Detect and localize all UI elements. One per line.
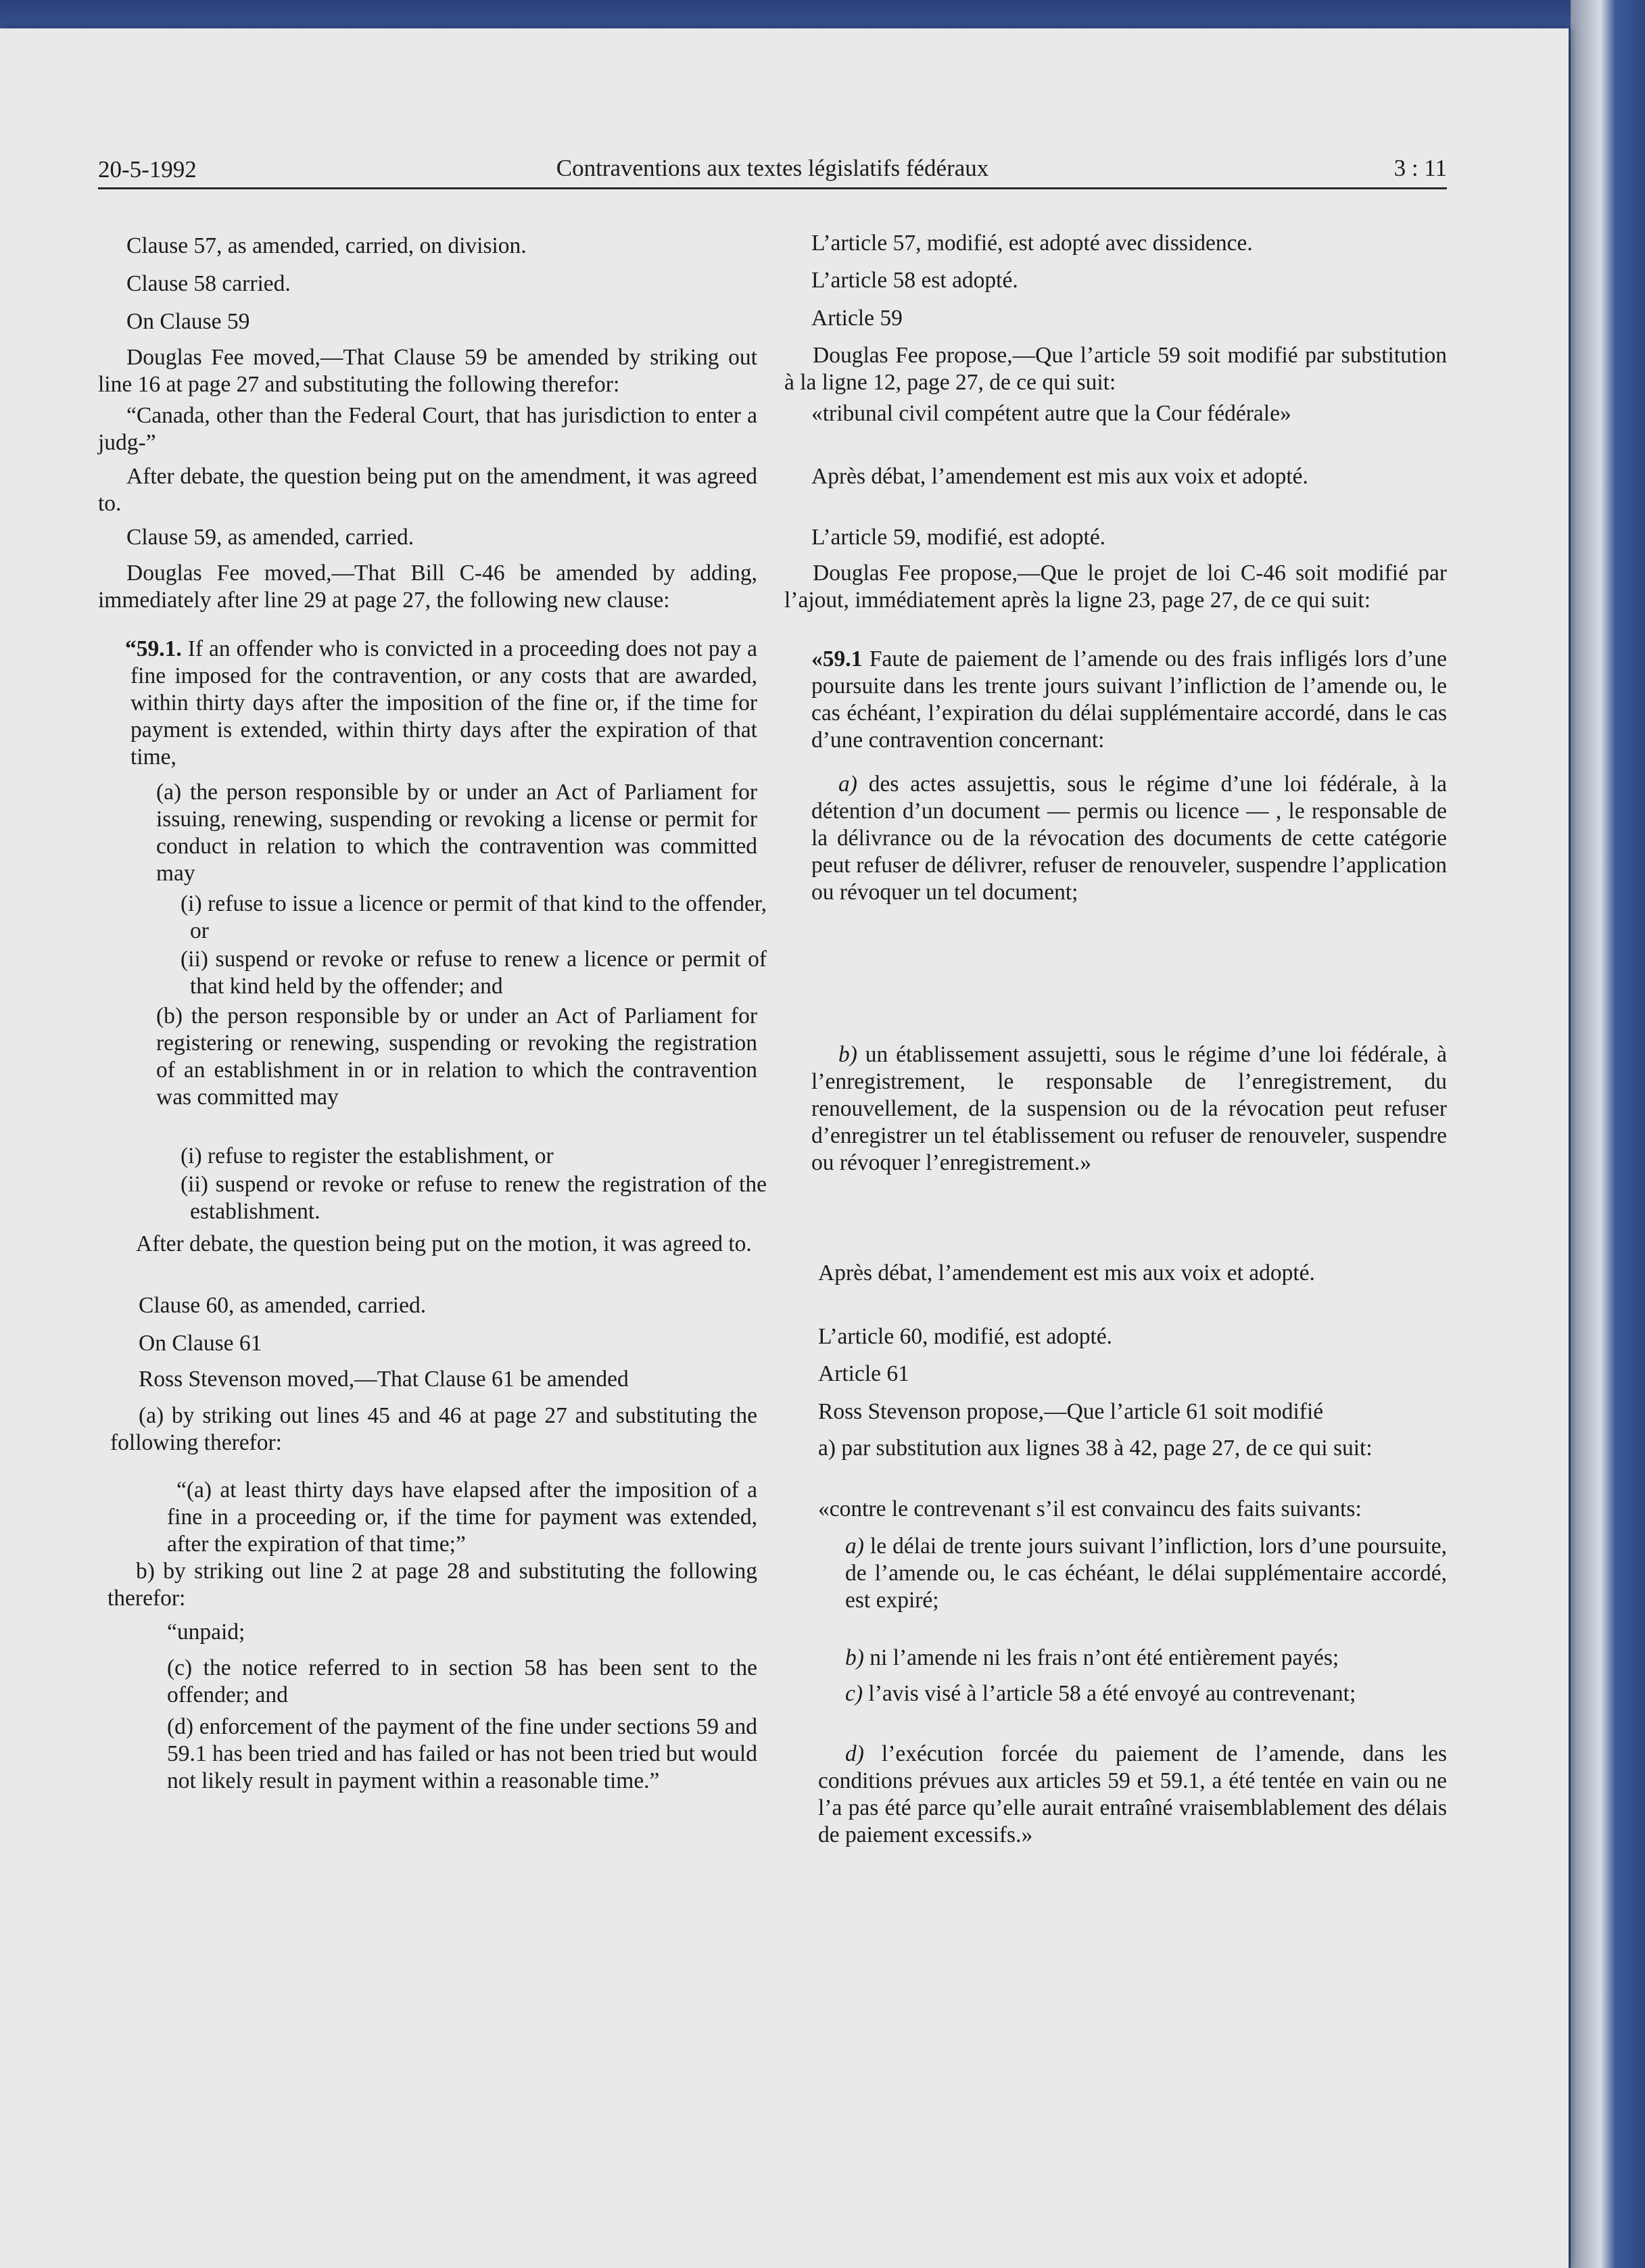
paragraph: (i) refuse to issue a licence or permit of that kind to the offender, or <box>181 891 767 943</box>
paragraph: Douglas Fee propose,—Que l’article 59 soit modifié par substitution à la ligne 12, page 27, de ce qui suit: <box>784 343 1447 395</box>
paragraph: Clause 58 carried. <box>126 271 291 296</box>
paragraph: L’article 58 est adopté. <box>811 268 1018 293</box>
paragraph: (a) by striking out lines 45 and 46 at page 27 and substituting the following therefor: <box>110 1403 757 1455</box>
paragraph <box>811 771 1447 906</box>
paragraph <box>845 1680 1356 1707</box>
item-text: l’exécution forcée du paiement de l’amende, dans les conditions prévues aux articles 59 et 59.1, a été tentée en vain ou ne l’a pas été parce qu’elle aurait entraîné vraisemblablement des délais de paiement excessifs.» <box>818 1741 1447 1847</box>
paragraph: L’article 59, modifié, est adopté. <box>811 525 1106 550</box>
binder-right-edge <box>1571 0 1645 2268</box>
header-title: Contraventions aux textes législatifs fédéraux <box>556 155 989 181</box>
paragraph: Douglas Fee propose,—Que le projet de loi C-46 soit modifié par l’ajout, immédiatement après la ligne 23, page 27, de ce qui suit: <box>784 561 1447 613</box>
paragraph: (ii) suspend or revoke or refuse to renew a licence or permit of that kind held by the offender; and <box>181 947 767 999</box>
document-page <box>0 28 1569 2268</box>
paragraph: (ii) suspend or revoke or refuse to renew the registration of the establishment. <box>181 1172 767 1224</box>
paragraph: «tribunal civil compétent autre que la Cour fédérale» <box>811 401 1291 426</box>
paragraph: Après débat, l’amendement est mis aux voix et adopté. <box>818 1260 1315 1285</box>
paragraph: On Clause 61 <box>139 1331 262 1356</box>
paragraph: On Clause 59 <box>126 309 250 334</box>
paragraph: Article 59 <box>811 306 903 331</box>
paragraph: Clause 59, as amended, carried. <box>126 525 414 550</box>
item-text: des actes assujettis, sous le régime d’une loi fédérale, à la détention d’un document — permis ou licence — , le responsable de la délivrance ou de la révocation des documents de cette catégorie peut refuser de délivrer, refuser de renouveler, suspendre l’application ou révoquer un tel document; <box>811 772 1447 905</box>
new-clause-59-1 <box>125 636 757 771</box>
paragraph <box>811 1041 1447 1177</box>
paragraph: (b) the person responsible by or under an Act of Parliament for registering or renewing, suspending or revoking the registration of an establishment in or in relation to which the contravention was committed may <box>156 1003 757 1110</box>
clause-number: «59.1 <box>811 646 863 671</box>
paragraph: Article 61 <box>818 1361 909 1386</box>
paragraph: (d) enforcement of the payment of the fine under sections 59 and 59.1 has been tried and has failed or has not been tried but would not likely result in payment within a reasonable time.” <box>167 1714 757 1793</box>
paragraph: Clause 57, as amended, carried, on division. <box>126 233 527 258</box>
item-letter: c) <box>845 1681 863 1706</box>
paragraph: After debate, the question being put on the motion, it was agreed to. <box>136 1231 752 1256</box>
item-letter: d) <box>845 1741 864 1766</box>
paragraph: Clause 60, as amended, carried. <box>139 1293 427 1318</box>
paragraph: (c) the notice referred to in section 58 has been sent to the offender; and <box>167 1655 757 1707</box>
item-text: l’avis visé à l’article 58 a été envoyé au contrevenant; <box>863 1681 1356 1706</box>
paragraph <box>845 1645 1339 1672</box>
paragraph: L’article 60, modifié, est adopté. <box>818 1324 1113 1349</box>
page-header <box>98 147 1447 189</box>
paragraph: b) by striking out line 2 at page 28 and substituting the following therefor: <box>108 1559 757 1611</box>
paragraph <box>845 1533 1447 1614</box>
paragraph: Ross Stevenson moved,—That Clause 61 be amended <box>139 1367 629 1392</box>
paragraph: L’article 57, modifié, est adopté avec dissidence. <box>811 231 1253 256</box>
item-text: le délai de trente jours suivant l’infliction, lors d’une poursuite, de l’amende ou, le cas échéant, le délai supplémentaire accordé, est expiré; <box>845 1534 1447 1613</box>
item-text: un établissement assujetti, sous le régime d’une loi fédérale, à l’enregistrement, le responsable de l’enregistrement, du renouvellement, de la suspension ou de la révocation peut refuser d’enregistrer un tel établissement ou refuser de renouveler, suspendre ou révoquer l’enregistrement.» <box>811 1042 1447 1175</box>
paragraph: a) par substitution aux lignes 38 à 42, page 27, de ce qui suit: <box>818 1436 1373 1461</box>
paragraph: “unpaid; <box>167 1620 245 1645</box>
item-letter: b) <box>845 1645 864 1670</box>
paragraph: Douglas Fee moved,—That Clause 59 be amended by striking out line 16 at page 27 and substituting the following therefor: <box>98 345 757 397</box>
paragraph: «contre le contrevenant s’il est convaincu des faits suivants: <box>818 1496 1362 1521</box>
paragraph: After debate, the question being put on the amendment, it was agreed to. <box>98 464 757 516</box>
clause-text: If an offender who is convicted in a proceeding does not pay a fine imposed for the contravention, or any costs that are awarded, within thirty days after the imposition of the fine or, if the time for payment is extended, within thirty days after the expiration of that time, <box>130 636 757 770</box>
paragraph: Douglas Fee moved,—That Bill C-46 be amended by adding, immediately after line 29 at page 27, the following new clause: <box>98 561 757 613</box>
header-page-number: 3 : 11 <box>1393 155 1447 181</box>
paragraph <box>818 1741 1447 1849</box>
item-letter: b) <box>838 1042 857 1067</box>
item-letter: a) <box>838 772 857 797</box>
item-text: ni l’amende ni les frais n’ont été entièrement payés; <box>863 1645 1339 1670</box>
clause-text: Faute de paiement de l’amende ou des frais infligés lors d’une poursuite dans les trente jours suivant l’infliction de l’amende ou, le cas échéant, l’expiration du délai supplémentaire accordé, dans le cas d’une contravention concernant: <box>811 646 1447 753</box>
paragraph: “(a) at least thirty days have elapsed after the imposition of a fine in a proceeding or, if the time for payment was extended, after the expiration of that time;” <box>167 1478 757 1557</box>
item-letter: a) <box>845 1534 864 1559</box>
paragraph: (i) refuse to register the establishment, or <box>181 1143 554 1168</box>
paragraph: Après débat, l’amendement est mis aux voix et adopté. <box>811 464 1308 489</box>
clause-number: “59.1. <box>125 636 182 661</box>
paragraph: (a) the person responsible by or under an Act of Parliament for issuing, renewing, suspending or revoking a license or permit for conduct in relation to which the contravention was committed may <box>156 780 757 886</box>
paragraph: “Canada, other than the Federal Court, that has jurisdiction to enter a judg-” <box>98 403 757 455</box>
header-date: 20-5-1992 <box>98 156 197 183</box>
paragraph: Ross Stevenson propose,—Que l’article 61 soit modifié <box>818 1399 1324 1424</box>
new-clause-59-1-fr <box>811 646 1447 754</box>
